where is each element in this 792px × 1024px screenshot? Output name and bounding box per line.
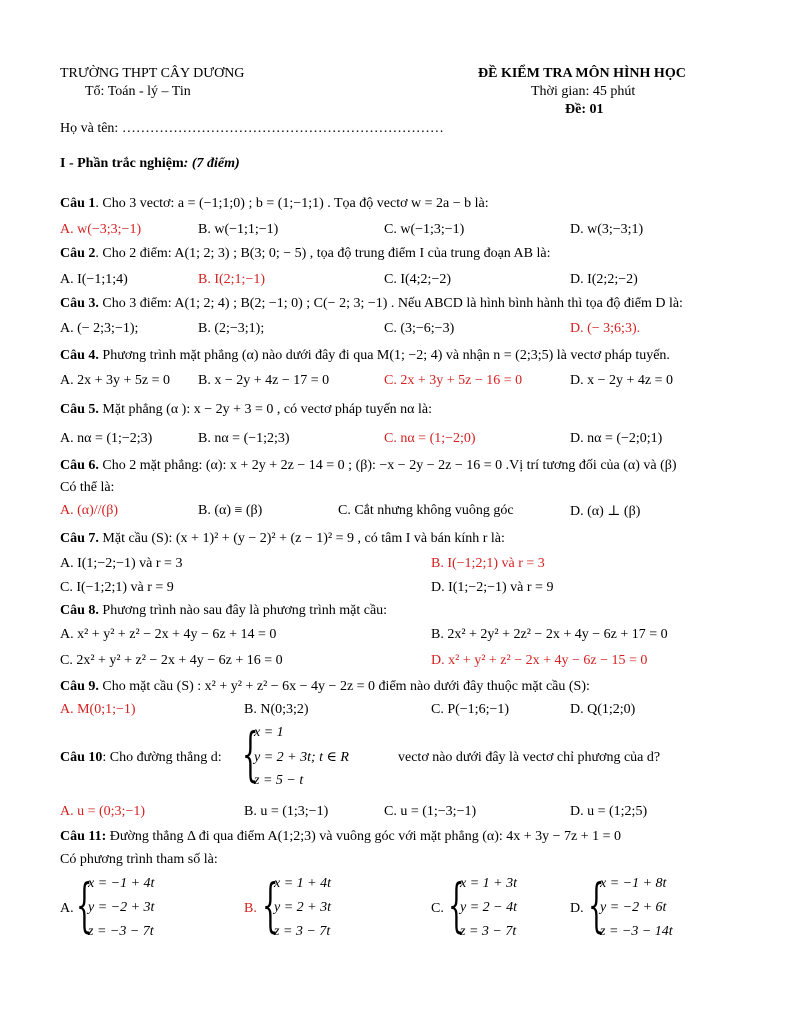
q4-option-d: D. x − 2y + 4z = 0 <box>570 373 674 388</box>
q5-option-c: C. nα = (1;−2;0) <box>384 431 476 446</box>
q6-option-a: A. (α)//(β) <box>60 503 118 518</box>
question-3: Câu 3. Cho 3 điểm: A(1; 2; 4) ; B(2; −1; 0) ; C(− 2; 3; −1) . Nếu ABCD là hình bình hành thì tọa độ điểm D là: <box>60 296 683 311</box>
q11-option-d-system: { x = −1 + 8t y = −2 + 6t z = −3 − 14t <box>588 871 673 939</box>
q11-option-c-system: { x = 1 + 3t y = 2 − 4t z = 3 − 7t <box>448 871 517 939</box>
question-1: Câu 1. Cho 3 vectơ: a = (−1;1;0) ; b = (1;−1;1) . Tọa độ vectơ w = 2a − b là: <box>60 196 489 211</box>
q4-option-c: C. 2x + 3y + 5z − 16 = 0 <box>384 373 523 388</box>
q4-option-b: B. x − 2y + 4z − 17 = 0 <box>198 373 330 388</box>
q3-option-d: D. (− 3;6;3). <box>570 321 641 336</box>
question-10: Câu 10: Cho đường thẳng d: <box>60 750 222 765</box>
exam-title: ĐỀ KIỂM TRA MÔN HÌNH HỌC <box>478 66 686 81</box>
q9-option-c: C. P(−1;6;−1) <box>431 702 510 717</box>
q11-option-a-letter: A. <box>60 901 74 916</box>
q1-option-c: C. w(−1;3;−1) <box>384 222 465 237</box>
q10-option-d: D. u = (1;2;5) <box>570 804 648 819</box>
q7-option-c: C. I(−1;2;1) và r = 9 <box>60 580 174 595</box>
q6-option-b: B. (α) ≡ (β) <box>198 503 263 518</box>
question-7: Câu 7. Mặt cầu (S): (x + 1)² + (y − 2)² + (z − 1)² = 9 , có tâm I và bán kính r là: <box>60 531 505 546</box>
question-2: Câu 2. Cho 2 điểm: A(1; 2; 3) ; B(3; 0; − 5) , tọa độ trung điểm I của trung đoạn AB là: <box>60 246 551 261</box>
q2-option-d: D. I(2;2;−2) <box>570 272 638 287</box>
q8-option-a: A. x² + y² + z² − 2x + 4y − 6z + 14 = 0 <box>60 627 277 642</box>
school-name: TRƯỜNG THPT CÂY DƯƠNG <box>60 66 245 81</box>
q6-option-c: C. Cắt nhưng không vuông góc <box>338 503 514 518</box>
q9-option-a: A. M(0;1;−1) <box>60 702 136 717</box>
q2-option-a: A. I(−1;1;4) <box>60 272 128 287</box>
q7-option-b: B. I(−1;2;1) và r = 3 <box>431 556 545 571</box>
question-10-continued: vectơ nào dưới đây là vectơ chỉ phương của d? <box>398 750 661 765</box>
line-d-equation-system: { x = 1 y = 2 + 3t; t ∈ R z = 5 − t <box>242 720 349 788</box>
q11-option-a-system: { x = −1 + 4t y = −2 + 3t z = −3 − 7t <box>76 871 155 939</box>
q11-option-d-letter: D. <box>570 901 584 916</box>
q11-option-c-letter: C. <box>431 901 444 916</box>
question-5: Câu 5. Mặt phẳng (α ): x − 2y + 3 = 0 , có vectơ pháp tuyến nα là: <box>60 402 432 417</box>
q10-option-b: B. u = (1;3;−1) <box>244 804 329 819</box>
question-11-continued: Có phương trình tham số là: <box>60 852 218 867</box>
exam-time: Thời gian: 45 phút <box>531 84 636 99</box>
question-9: Câu 9. Cho mặt cầu (S) : x² + y² + z² − 6x − 4y − 2z = 0 điểm nào dưới đây thuộc mặt cầu (S): <box>60 679 590 694</box>
q7-option-d: D. I(1;−2;−1) và r = 9 <box>431 580 554 595</box>
q3-option-a: A. (− 2;3;−1); <box>60 321 139 336</box>
question-4: Câu 4. Phương trình mặt phẳng (α) nào dưới đây đi qua M(1; −2; 4) và nhận n = (2;3;5) là vectơ pháp tuyến. <box>60 348 670 363</box>
q5-option-a: A. nα = (1;−2;3) <box>60 431 153 446</box>
q6-option-d: D. (α) ⊥ (β) <box>570 504 641 519</box>
q9-option-d: D. Q(1;2;0) <box>570 702 636 717</box>
question-6-continued: Có thể là: <box>60 480 115 495</box>
q8-option-c: C. 2x² + y² + z² − 2x + 4y − 6z + 16 = 0 <box>60 653 283 668</box>
question-6: Câu 6. Cho 2 mặt phẳng: (α): x + 2y + 2z − 14 = 0 ; (β): −x − 2y − 2z − 16 = 0 .Vị trí tương đối của (α) và (β) <box>60 458 677 473</box>
q11-option-b-letter: B. <box>244 901 257 916</box>
q1-option-b: B. w(−1;1;−1) <box>198 222 279 237</box>
exam-code: Đề: 01 <box>565 102 604 117</box>
q8-option-b: B. 2x² + 2y² + 2z² − 2x + 4y − 6z + 17 = 0 <box>431 627 668 642</box>
q1-option-a: A. w(−3;3;−1) <box>60 222 142 237</box>
q10-option-a: A. u = (0;3;−1) <box>60 804 146 819</box>
q1-option-d: D. w(3;−3;1) <box>570 222 644 237</box>
q4-option-a: A. 2x + 3y + 5z = 0 <box>60 373 171 388</box>
department-name: Tổ: Toán - lý – Tin <box>85 84 191 99</box>
q5-option-b: B. nα = (−1;2;3) <box>198 431 290 446</box>
question-8: Câu 8. Phương trình nào sau đây là phương trình mặt cầu: <box>60 603 388 618</box>
section-title: I - Phần trắc nghiệm: (7 điểm) <box>60 156 240 171</box>
q9-option-b: B. N(0;3;2) <box>244 702 309 717</box>
q10-option-c: C. u = (1;−3;−1) <box>384 804 477 819</box>
q2-option-c: C. I(4;2;−2) <box>384 272 451 287</box>
q3-option-c: C. (3;−6;−3) <box>384 321 455 336</box>
student-name-line: Họ và tên: …………………………………………………………… <box>60 121 444 136</box>
q2-option-b: B. I(2;1;−1) <box>198 272 265 287</box>
q7-option-a: A. I(1;−2;−1) và r = 3 <box>60 556 183 571</box>
q3-option-b: B. (2;−3;1); <box>198 321 265 336</box>
q5-option-d: D. nα = (−2;0;1) <box>570 431 663 446</box>
question-11: Câu 11: Đường thẳng Δ đi qua điểm A(1;2;3) và vuông góc với mặt phẳng (α): 4x + 3y − 7z + 1 = 0 <box>60 829 622 844</box>
left-brace: { <box>242 720 259 788</box>
q11-option-b-system: { x = 1 + 4t y = 2 + 3t z = 3 − 7t <box>262 871 331 939</box>
q8-option-d: D. x² + y² + z² − 2x + 4y − 6z − 15 = 0 <box>431 653 648 668</box>
